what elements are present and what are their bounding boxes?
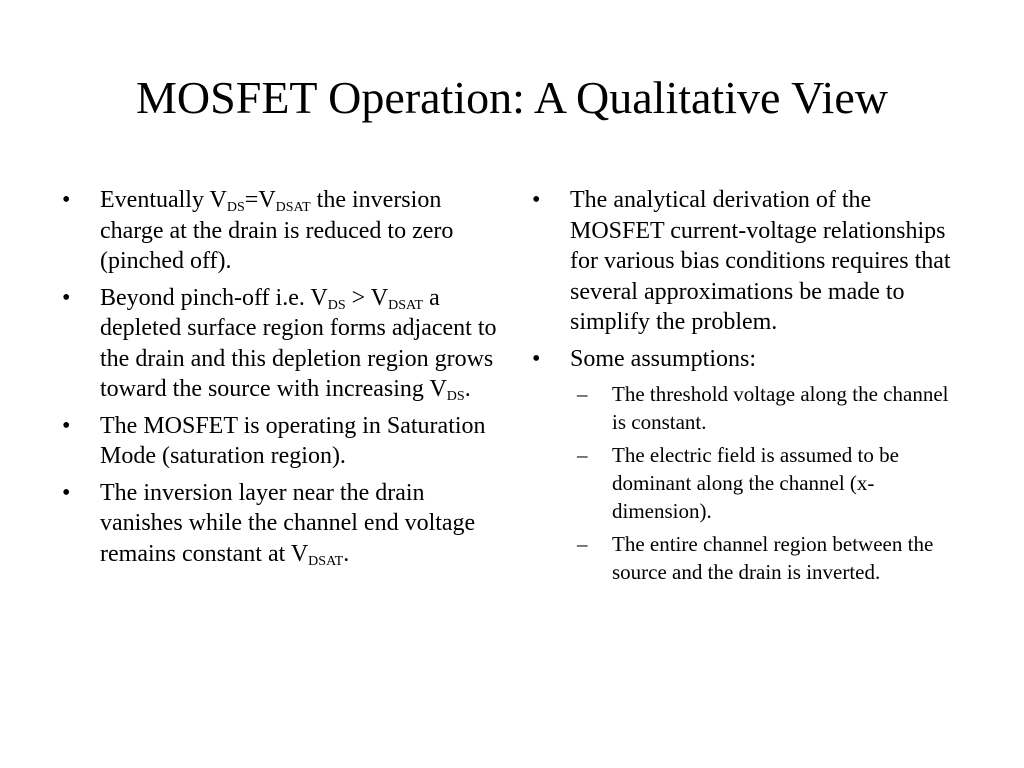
bullet-marker: • [62, 187, 71, 213]
subscript: DSAT [388, 297, 424, 313]
bullet-text: Beyond pinch-off i.e. V [100, 284, 328, 311]
bullet-marker: • [532, 345, 541, 372]
bullet-analytical-derivation [532, 185, 962, 338]
bullet-text: . [343, 540, 350, 567]
bullet-beyond-pinch-off [62, 283, 502, 405]
bullet-marker: • [62, 284, 71, 311]
bullet-marker: • [62, 412, 71, 439]
sub-bullet-text: The electric field is assumed to be dominant along the channel (x-dimension). [612, 443, 899, 523]
sub-bullet-threshold-voltage [577, 380, 962, 436]
bullet-assumptions [532, 344, 962, 375]
dash-marker: – [577, 532, 588, 556]
bullet-marker: • [532, 187, 541, 213]
subscript: DSAT [308, 553, 344, 569]
sub-bullet-electric-field [577, 441, 962, 525]
subscript: DS [327, 297, 346, 313]
subscript: DS [226, 200, 245, 215]
bullet-text: The inversion layer near the drain vanishes while the channel end voltage remains constant at V [100, 479, 476, 567]
bullet-pinch-off-point [62, 185, 502, 277]
sub-bullet-text: The entire channel region between the source and the drain is inverted. [612, 532, 934, 584]
subscript: DS [446, 389, 465, 404]
dash-marker: – [577, 443, 588, 467]
bullet-text: Eventually V [100, 187, 227, 213]
sub-bullet-text: The threshold voltage along the channel is constant. [612, 382, 949, 434]
sub-bullet-channel-inverted [577, 530, 962, 586]
bullet-text: the inversion charge at the drain is reduced to zero (pinched off). [100, 187, 454, 274]
bullet-text: The analytical derivation of the MOSFET current-voltage relationships for various bias conditions requires that several approximations be made to simplify the problem. [570, 187, 951, 335]
bullet-inversion-layer [62, 478, 502, 570]
assumption-sublist [577, 380, 962, 586]
bullet-text: . [464, 376, 471, 402]
bullet-text: Some assumptions: [570, 345, 757, 372]
bullet-text: a depleted surface region forms adjacent to the drain and this depletion region grows toward the source with increasing V [100, 284, 497, 402]
right-bullet-list [532, 185, 962, 374]
left-bullet-list [62, 185, 502, 569]
bullet-marker: • [62, 479, 71, 506]
dash-marker: – [577, 382, 588, 406]
bullet-text: The MOSFET is operating in Saturation Mode (saturation region). [100, 412, 486, 469]
right-column [532, 185, 962, 591]
slide-title: MOSFET Operation: A Qualitative View [136, 72, 888, 123]
left-column [62, 185, 502, 575]
bullet-saturation-mode [62, 411, 502, 472]
bullet-text: =V [244, 187, 276, 213]
subscript: DSAT [275, 200, 311, 215]
bullet-text: > V [345, 284, 389, 311]
